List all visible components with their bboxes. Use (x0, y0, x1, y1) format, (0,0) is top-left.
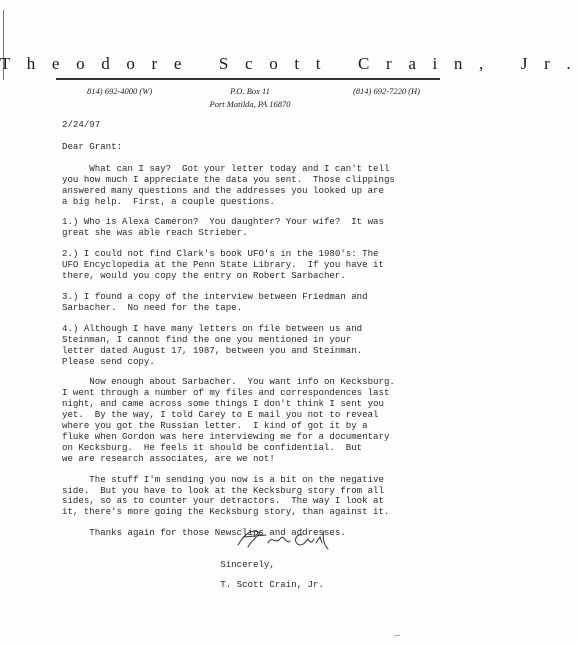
paragraph-line: letter dated August 17, 1987, between you and Steinman. (62, 344, 363, 356)
paragraph-line: UFO Encyclopedia at the Penn State Library. If you have it (62, 259, 384, 271)
letterhead-rule (56, 78, 440, 80)
paragraph-line: fluke when Gordon was here interviewing me for a documentary (62, 430, 390, 442)
closing: Sincerely, (62, 559, 275, 571)
paragraph-line: Sarbacher. No need for the tape. (62, 301, 243, 313)
question-item-4 (62, 324, 482, 368)
paragraph-line: What can I say? Got your letter today and I can't tell (62, 162, 390, 174)
paragraph-line: 4.) Although I have many letters on file between us and (62, 322, 363, 334)
paragraph-line: answered many questions and the addresses you looked up are (62, 184, 384, 196)
paragraph-line: sides, so as to counter your detractors. The way I look at (62, 495, 384, 507)
question-item-1 (62, 217, 482, 239)
letterhead-city: Port Matilda, PA 16870 (209, 99, 291, 109)
paragraph-line: night, and came across some things I don't think I sent you (62, 398, 384, 410)
paragraph-line: you how much I appreciate the data you sent. Those clippings (62, 173, 395, 185)
paragraph-line: we are research associates, are we not! (62, 452, 275, 464)
paragraph-line: Steinman, I cannot find the one you mentioned in your (62, 333, 352, 345)
letterhead-phone-work: 814) 692-4000 (W) (87, 86, 153, 96)
paragraph-line: a big help. First, a couple questions. (62, 195, 275, 207)
paragraph-line: I went through a number of my files and correspondences last (62, 387, 390, 399)
paragraph-line: 2.) I could not find Clark's book UFO's in the 1980's: The (62, 248, 379, 260)
question-item-2 (62, 249, 482, 282)
paragraph-4: Thanks again for those Newsclips and addresses. (62, 527, 346, 539)
letterhead-name: T h e o d o r e S c o t t C r a i n , J r . (0, 54, 577, 73)
paragraph-line: side. But you have to look at the Kecksburg story from all (62, 484, 384, 496)
paragraph-1 (62, 164, 482, 208)
letter-body (62, 120, 482, 591)
paragraph-line: where you got the Russian letter. I kind of got it by a (62, 420, 368, 432)
signer-name: T. Scott Crain, Jr. (62, 579, 324, 591)
salutation: Dear Grant: (62, 140, 123, 152)
paragraph-line: 3.) I found a copy of the interview between Friedman and (62, 290, 368, 302)
letterhead-phone-home: (814) 692-7220 (H) (352, 86, 420, 96)
handwritten-signature (232, 523, 342, 553)
question-item-3 (62, 292, 482, 314)
paragraph-line: yet. By the way, I told Carey to E mail you not to reveal (62, 409, 379, 421)
paragraph-3 (62, 475, 482, 519)
letterhead-po-box: P.O. Box 11 (230, 86, 270, 96)
paragraph-line: on Kecksburg. He feels it should be confidential. But (62, 441, 363, 453)
paragraph-line: great she was able reach Strieber. (62, 227, 248, 239)
paragraph-line: Now enough about Sarbacher. You want info on Kecksburg. (62, 376, 395, 388)
paragraph-line: The stuff I'm sending you now is a bit on the negative (62, 473, 384, 485)
paragraph-line: Please send copy. (62, 355, 155, 367)
paragraph-line: there, would you copy the entry on Robert Sarbacher. (62, 270, 346, 282)
paragraph-line: it, there's more going the Kecksburg story, than against it. (62, 506, 390, 518)
paragraph-line: 1.) Who is Alexa Cameron? You daughter? Your wife? It was (62, 216, 384, 228)
scan-mark (394, 634, 402, 637)
letter-date: 2/24/97 (62, 119, 101, 130)
paragraph-2 (62, 377, 482, 464)
